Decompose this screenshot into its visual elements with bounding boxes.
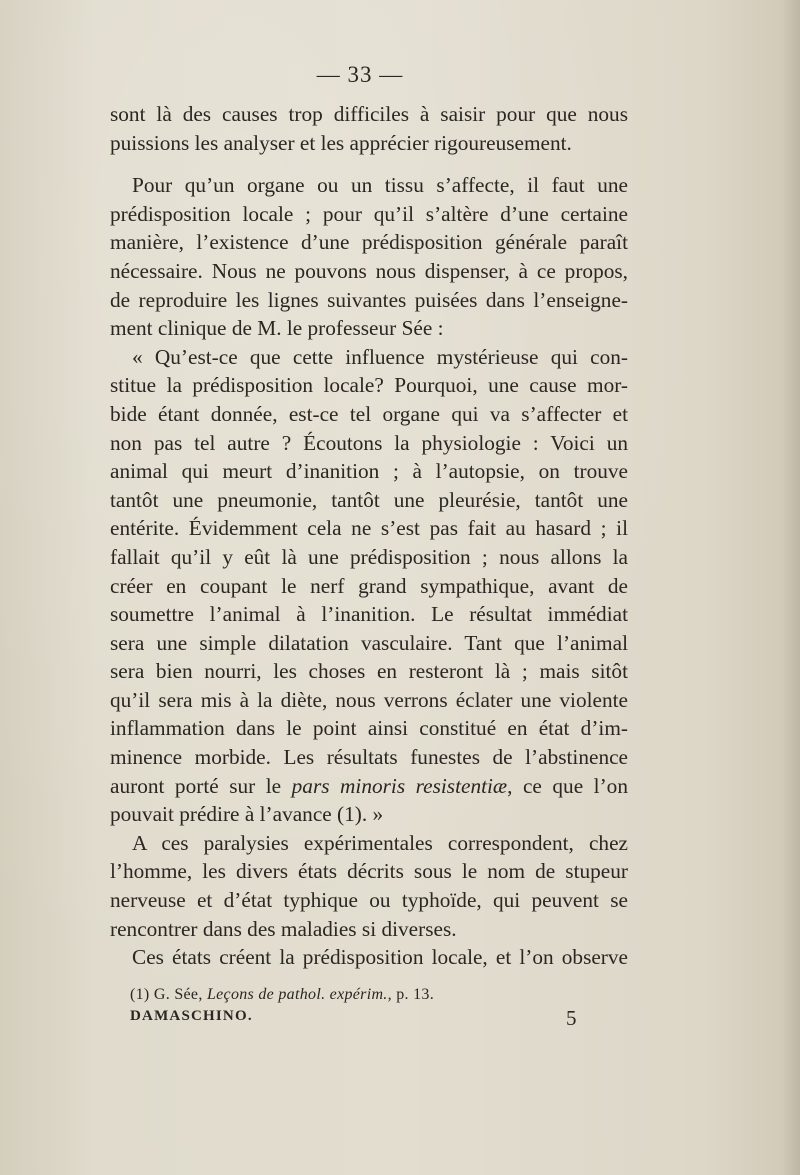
footnote-marker: (1) xyxy=(130,986,150,1003)
text-line: animal qui meurt d’inanition ; à l’autopsie, on trouve xyxy=(110,459,628,484)
text-line: puissions les analyser et les apprécier rigoureusement. xyxy=(110,130,572,155)
sheet-number: 5 xyxy=(566,1006,577,1030)
text-line: sont là des causes trop difficiles à saisir pour que nous xyxy=(110,102,628,126)
text-line: minence morbide. Les résultats funestes de l’abstinence xyxy=(110,745,628,770)
footnote-author: G. Sée, xyxy=(153,986,203,1003)
text-line: qu’il sera mis à la diète, nous verrons éclater une violente xyxy=(110,687,628,712)
text-line: l’homme, les divers états décrits sous le nom de stupeur xyxy=(110,859,628,884)
text-line: auront porté sur le pars minoris resistentiæ, ce que l’on xyxy=(110,773,628,798)
body-text xyxy=(110,100,628,972)
text-line: ment clinique de M. le professeur Sée : xyxy=(110,316,444,341)
text-line: nécessaire. Nous ne pouvons nous dispenser, à ce propos, xyxy=(110,258,628,283)
paragraph-gap xyxy=(110,157,628,171)
text-line: bide étant donnée, est-ce tel organe qui va s’affecter et xyxy=(110,401,628,426)
text-line: Pour qu’un organe ou un tissu s’affecte, il faut une xyxy=(132,173,628,198)
text-line: de reproduire les lignes suivantes puisées dans l’enseigne- xyxy=(110,287,628,312)
text-line: stitue la prédisposition locale? Pourquoi, une cause mor- xyxy=(110,373,628,398)
text-line: soumettre l’animal à l’inanition. Le résultat immédiat xyxy=(110,602,628,627)
text-line: prédisposition locale ; pour qu’il s’altère d’une certaine xyxy=(110,201,628,226)
text-line: non pas tel autre ? Écoutons la physiologie : Voici un xyxy=(110,430,628,455)
text-line: sera une simple dilatation vasculaire. Tant que l’animal xyxy=(110,630,628,655)
printer-signature: DAMASCHINO. xyxy=(130,1008,253,1024)
page-edge-shadow xyxy=(782,0,800,1175)
footnote xyxy=(130,986,434,1004)
text-line: entérite. Évidemment cela ne s’est pas fait au hasard ; il xyxy=(110,516,628,541)
text-line: pouvait prédire à l’avance (1). » xyxy=(110,802,384,827)
footnote-page: p. 13. xyxy=(396,986,435,1003)
page-number: — 33 — xyxy=(316,62,404,87)
text-line: sera bien nourri, les choses en resteront là ; mais sitôt xyxy=(110,659,628,684)
text-line: tantôt une pneumonie, tantôt une pleurésie, tantôt une xyxy=(110,487,628,512)
text-line: manière, l’existence d’une prédisposition générale paraît xyxy=(110,230,628,255)
text-line: nerveuse et d’état typhique ou typhoïde, qui peuvent se xyxy=(110,888,628,913)
footnote-title: Leçons de pathol. expérim., xyxy=(206,986,392,1003)
text-line: créer en coupant le nerf grand sympathique, avant de xyxy=(110,573,628,598)
text-line: inflammation dans le point ainsi constitué en état d’im- xyxy=(110,716,628,741)
text-line: A ces paralysies expérimentales correspondent, chez xyxy=(132,830,628,855)
text-line: fallait qu’il y eût là une prédisposition ; nous allons la xyxy=(110,544,628,569)
text-line: « Qu’est-ce que cette influence mystérieuse qui con- xyxy=(132,344,628,369)
text-line: Ces états créent la prédisposition locale, et l’on observe xyxy=(132,945,628,970)
latin-phrase: pars minoris resistentiæ xyxy=(291,773,508,798)
text-line: rencontrer dans des maladies si diverses. xyxy=(110,916,457,941)
